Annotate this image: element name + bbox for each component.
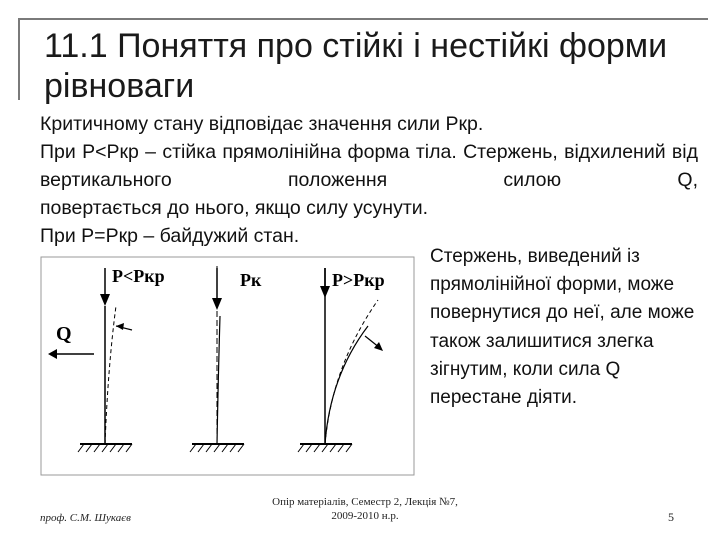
- rod-unstable-group: [298, 268, 383, 452]
- footer-course-line2: 2009-2010 н.р.: [331, 510, 399, 522]
- slide-body: [40, 110, 698, 250]
- body-line-critical-state: Критичному стану відповідає значення сили Ркр.: [40, 113, 484, 135]
- rod-unstable-buckled: [325, 326, 368, 444]
- support-hatch-critical: [190, 444, 244, 452]
- label-q: Q: [56, 323, 72, 345]
- return-arrowhead-stable: [116, 323, 124, 330]
- title-frame-horizontal-line: [18, 18, 708, 20]
- body-line-stable-form: При Р<Ркр – стійка прямолінійна форма тіла. Стержень, відхилений від вертикального положення силою Q,: [40, 141, 698, 191]
- support-hatch-stable: [78, 444, 132, 452]
- page-number: 5: [668, 510, 674, 524]
- support-hatch-unstable: [298, 444, 352, 452]
- footer-author: проф. С.М. Шукаєв: [40, 512, 131, 524]
- title-frame-vertical-line: [18, 18, 20, 100]
- rod-stability-figure: [40, 256, 415, 476]
- body-line-neutral-state: При Р=Ркр – байдужий стан.: [40, 225, 300, 247]
- force-arrowhead-unstable: [320, 286, 330, 298]
- force-arrowhead-critical: [212, 298, 222, 310]
- label-stable: P<Pкр: [112, 266, 165, 286]
- footer-course: [250, 495, 480, 523]
- rod-stable-group: [48, 268, 132, 452]
- label-unstable: P>Pкр: [332, 270, 385, 290]
- side-explanation-text: Стержень, виведений із прямолінійної форми, може повернутися до неї, але може також залишитися злегка зігнутим, коли сила Q перестане діяти.: [430, 246, 695, 409]
- deviation-arrowhead-unstable: [374, 342, 383, 351]
- force-arrowhead-stable: [100, 294, 110, 306]
- rod-critical-group: [190, 266, 244, 452]
- rod-stable-deflected: [105, 306, 116, 444]
- footer-course-line1: Опір матеріалів, Семестр 2, Лекція №7,: [272, 496, 458, 508]
- force-q-arrowhead: [48, 349, 57, 359]
- side-explanation: [430, 243, 705, 412]
- slide-title: 11.1 Поняття про стійкі і нестійкі форми рівноваги: [44, 27, 668, 105]
- rod-unstable-deflected: [325, 300, 378, 444]
- label-critical: Pк: [240, 270, 262, 290]
- body-line-returns: повертається до нього, якщо силу усунути.: [40, 197, 429, 219]
